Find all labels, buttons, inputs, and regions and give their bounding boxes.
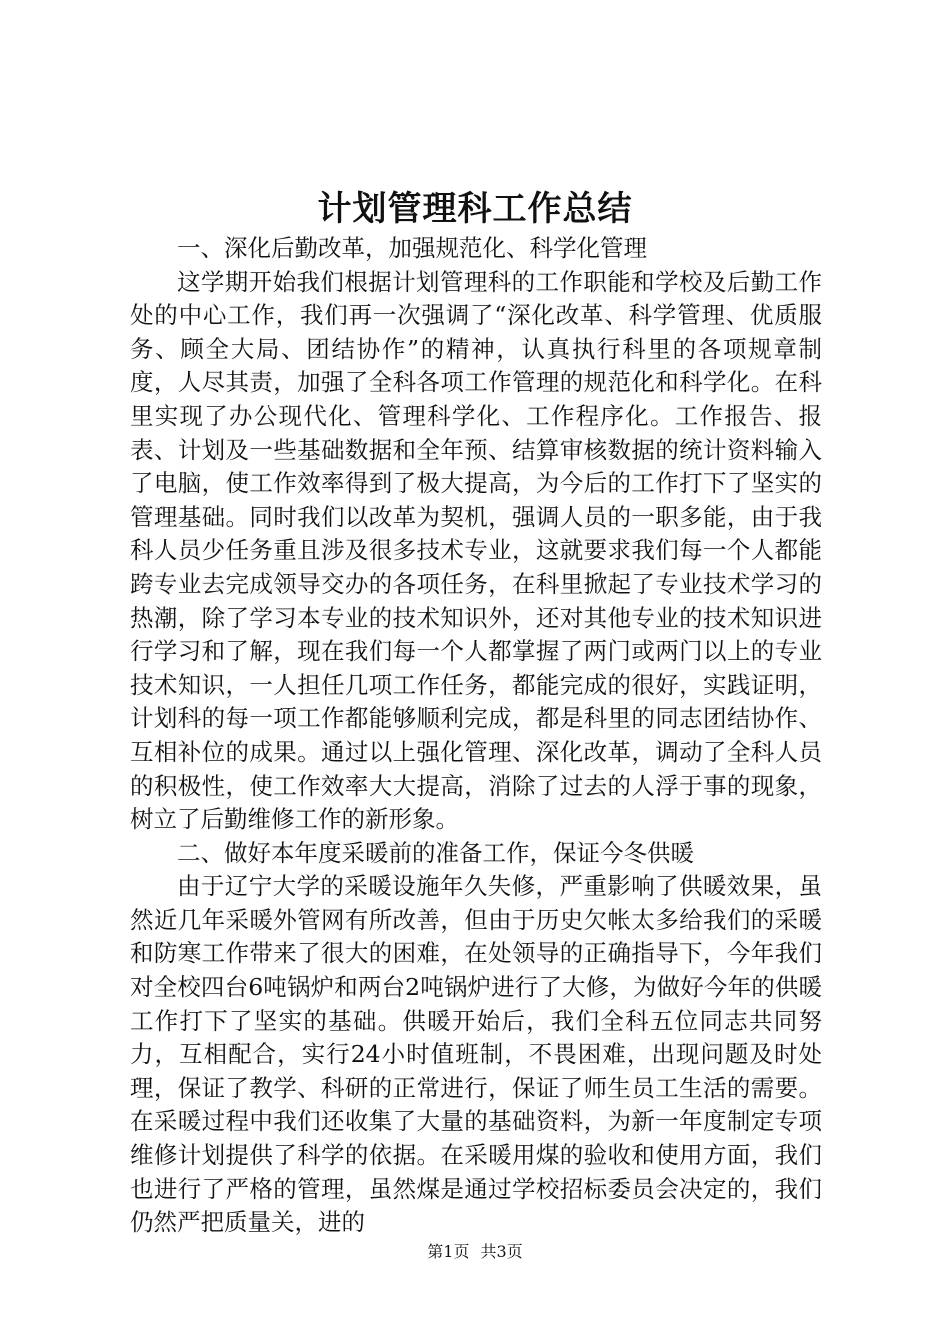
section-2-heading: 二、做好本年度采暖前的准备工作，保证今冬供暖 bbox=[177, 838, 694, 867]
section-1-heading: 一、深化后勤改革，加强规范化、科学化管理 bbox=[177, 234, 647, 262]
section-2-paragraph: 由于辽宁大学的采暖设施年久失修，严重影响了供暖效果，虽然近几年采暖外管网有所改善，但由于历史欠帐太多给我们的采暖和防寒工作带来了很大的困难，在处领导的正确指导下，今年我们对全校四台6吨锅炉和两台2吨锅炉进行了大修，为做好今年的供暖工作打下了坚实的基础。供暖开始后，我们全科五位同志共同努力，互相配合，实行24小时值班制，不畏困难，出现问题及时处理，保证了教学、科研的正常进行，保证了师生员工生活的需要。在采暖过程中我们还收集了大量的基础资料，为新一年度制定专项维修计划提供了科学的依据。在采暖用煤的验收和使用方面，我们也进行了严格的管理，虽然煤是通过学校招标委员会决定的，我们仍然严把质量关，进的 bbox=[130, 872, 822, 1237]
page-footer bbox=[0, 1242, 950, 1262]
section-1-paragraph: 这学期开始我们根据计划管理科的工作职能和学校及后勤工作处的中心工作，我们再一次强调了“深化改革、科学管理、优质服务、顾全大局、团结协作”的精神，认真执行科里的各项规章制度，人尽其责，加强了全科各项工作管理的规范化和科学化。在科里实现了办公现代化、管理科学化、工作程序化。工作报告、报表、计划及一些基础数据和全年预、结算审核数据的统计资料输入了电脑，使工作效率得到了极大提高，为今后的工作打下了坚实的管理基础。同时我们以改革为契机，强调人员的一职多能，由于我科人员少任务重且涉及很多技术专业，这就要求我们每一个人都能跨专业去完成领导交办的各项任务，在科里掀起了专业技术学习的热潮，除了学习本专业的技术知识外，还对其他专业的技术知识进行学习和了解，现在我们每一个人都掌握了两门或两门以上的专业技术知识，一人担任几项工作任务，都能完成的很好，实践证明，计划科的每一项工作都能够顺利完成，都是科里的同志团结协作、互相补位的成果。通过以上强化管理、深化改革，调动了全科人员的积极性，使工作效率大大提高，消除了过去的人浮于事的现象，树立了后勤维修工作的新形象。 bbox=[130, 267, 822, 834]
page-total: 共3页 bbox=[480, 1242, 523, 1261]
document-title: 计划管理科工作总结 bbox=[317, 189, 633, 229]
document-body bbox=[130, 232, 822, 1240]
page-number: 第1页 bbox=[427, 1242, 470, 1261]
